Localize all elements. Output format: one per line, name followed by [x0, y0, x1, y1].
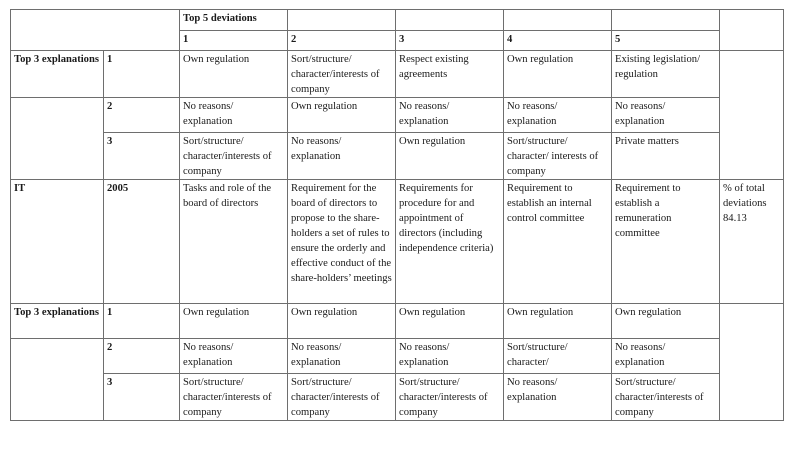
table-cell: Sort/structure/ character/ interests of company: [504, 133, 612, 180]
explanation-rank: 2: [104, 339, 180, 374]
explanation-row: [11, 51, 784, 98]
deviation-cell: Tasks and role of the board of directors: [180, 180, 288, 304]
table-cell: No reasons/ explanation: [612, 98, 720, 133]
explanation-rank: 1: [104, 304, 180, 339]
year: 2005: [104, 180, 180, 304]
table-cell: No reasons/ explanation: [180, 98, 288, 133]
table-cell: Sort/structure/ character/interests of company: [288, 51, 396, 98]
table-cell: No reasons/ explanation: [504, 98, 612, 133]
explanation-rank: 3: [104, 374, 180, 421]
table-cell: Own regulation: [504, 51, 612, 98]
empty-cell: [11, 339, 104, 421]
explanation-row: [11, 374, 784, 421]
country-code: IT: [11, 180, 104, 304]
country-row: [11, 180, 784, 304]
deviation-number: 5: [612, 31, 720, 51]
empty-header-cell: [612, 10, 720, 31]
table-cell: Sort/structure/ character/interests of company: [180, 133, 288, 180]
total-deviations: % of total deviations 84.13: [720, 180, 784, 304]
table-cell: No reasons/ explanation: [396, 339, 504, 374]
table-cell: No reasons/ explanation: [396, 98, 504, 133]
explanations-label: Top 3 explanations: [11, 304, 104, 339]
deviation-number: 4: [504, 31, 612, 51]
empty-header-cell: [396, 10, 504, 31]
table-cell: No reasons/ explanation: [288, 339, 396, 374]
explanation-row: [11, 133, 784, 180]
table-cell: No reasons/ explanation: [180, 339, 288, 374]
table-cell: Own regulation: [288, 98, 396, 133]
deviation-cell: Requirement to establish a remuneration committee: [612, 180, 720, 304]
top-deviations-header: Top 5 deviations: [180, 10, 288, 31]
deviation-number: 1: [180, 31, 288, 51]
deviation-cell: Requirements for procedure for and appointment of directors (including independence criteria): [396, 180, 504, 304]
empty-cell: [720, 51, 784, 180]
table-cell: Existing legislation/ regulation: [612, 51, 720, 98]
table-cell: Sort/structure/ character/: [504, 339, 612, 374]
table-cell: Sort/structure/ character/interests of company: [180, 374, 288, 421]
table-cell: Respect existing agreements: [396, 51, 504, 98]
explanation-row: [11, 304, 784, 339]
table-cell: No reasons/ explanation: [612, 339, 720, 374]
deviation-number: 2: [288, 31, 396, 51]
table-cell: Sort/structure/ character/interests of company: [396, 374, 504, 421]
explanations-label: Top 3 explanations: [11, 51, 104, 98]
deviations-table: [10, 9, 784, 421]
table-cell: Own regulation: [396, 133, 504, 180]
table-cell: Own regulation: [180, 51, 288, 98]
table-cell: Sort/structure/ character/interests of company: [612, 374, 720, 421]
table-cell: Own regulation: [396, 304, 504, 339]
deviation-cell: Requirement to establish an internal control committee: [504, 180, 612, 304]
deviation-number: 3: [396, 31, 504, 51]
corner-cell: [11, 10, 180, 51]
deviation-cell: Requirement for the board of directors to propose to the share-holders a set of rules to ensure the orderly and effective conduct of the share-holders’ meetings: [288, 180, 396, 304]
explanation-rank: 2: [104, 98, 180, 133]
table-cell: Own regulation: [612, 304, 720, 339]
table-cell: No reasons/ explanation: [504, 374, 612, 421]
table-cell: Own regulation: [288, 304, 396, 339]
explanation-rank: 3: [104, 133, 180, 180]
empty-header-cell: [504, 10, 612, 31]
explanation-row: [11, 98, 784, 133]
table-cell: Sort/structure/ character/interests of company: [288, 374, 396, 421]
explanation-rank: 1: [104, 51, 180, 98]
table-cell: Own regulation: [504, 304, 612, 339]
table-cell: No reasons/ explanation: [288, 133, 396, 180]
table-cell: Own regulation: [180, 304, 288, 339]
explanation-row: [11, 339, 784, 374]
empty-cell: [11, 98, 104, 180]
table-cell: Private matters: [612, 133, 720, 180]
empty-header-cell: [288, 10, 396, 31]
empty-header-cell: [720, 10, 784, 51]
header-row: [11, 10, 784, 31]
empty-cell: [720, 304, 784, 421]
